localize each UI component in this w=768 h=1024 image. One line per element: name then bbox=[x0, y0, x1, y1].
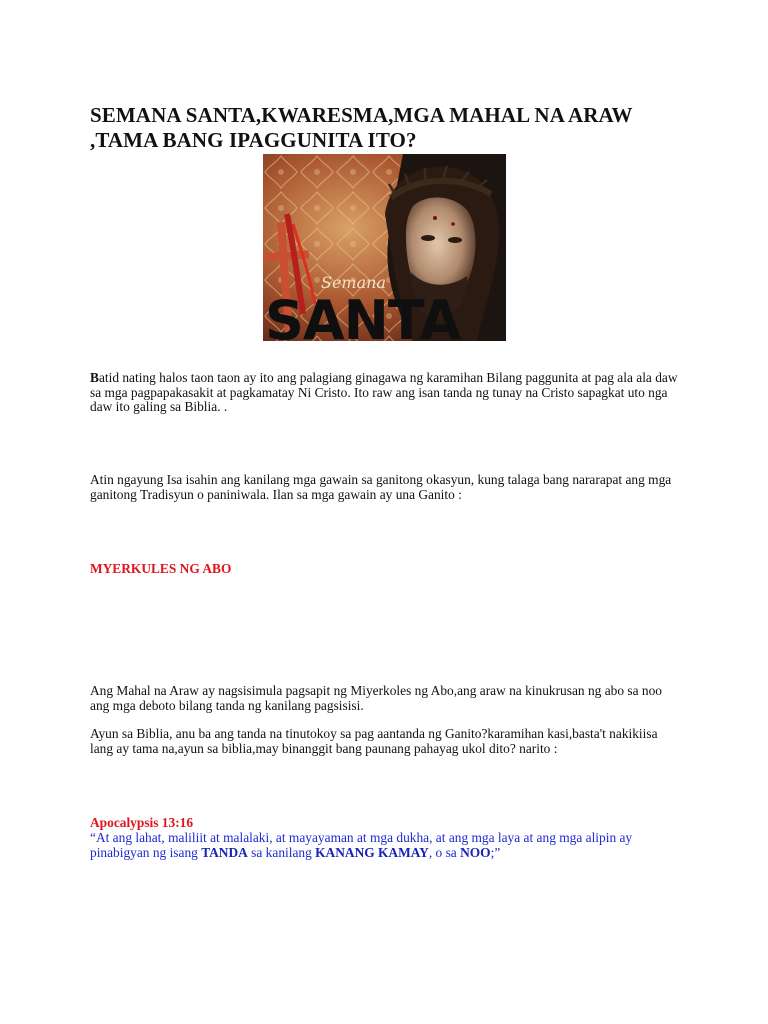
cover-script-word: Semana bbox=[321, 273, 386, 292]
paragraph-2: Atin ngayung Isa isahin ang kanilang mga gawain sa ganitong okasyun, kung talaga bang nararapat ang mga ganitong Tradisyun o paniniwala. Ilan sa mga gawain ay una Ganito : bbox=[90, 472, 672, 502]
verse-part-3: , o sa bbox=[428, 845, 461, 860]
verse-emphasis-noo: NOO bbox=[460, 845, 491, 860]
verse-part-2: sa kanilang bbox=[247, 845, 316, 860]
verse-reference: Apocalypsis 13:16 bbox=[90, 815, 194, 830]
verse-emphasis-kanang-kamay: KANANG KAMAY bbox=[315, 845, 429, 860]
paragraph-4: Ayun sa Biblia, anu ba ang tanda na tinutokoy sa pag aantanda ng Ganito?karamihan kasi,basta't nakikiisa lang ay tama na,ayun sa biblia,may binanggit bang paunang pahayag ukol dito? narito : bbox=[90, 726, 658, 756]
intro-paragraph bbox=[90, 371, 680, 415]
verse-part-1: “At ang lahat, maliliit at malalaki, at mayayaman at mga dukha, at ang mga laya at ang mga alipin ay pinabigyan ng isang bbox=[90, 830, 633, 860]
cover-big-word: SANTA bbox=[265, 289, 461, 341]
dropcap: B bbox=[90, 370, 99, 385]
paragraph-3: Ang Mahal na Araw ay nagsisimula pagsapit ng Miyerkoles ng Abo,ang araw na kinukrusan ng abo sa noo ang mga deboto bilang tanda ng kanilang pagsisisi. bbox=[90, 683, 662, 713]
section-heading: MYERKULES NG ABO bbox=[90, 561, 232, 576]
page-title: SEMANA SANTA,KWARESMA,MGA MAHAL NA ARAW ,TAMA BANG IPAGGUNITA ITO? bbox=[90, 103, 633, 152]
verse-emphasis-tanda: TANDA bbox=[201, 845, 248, 860]
verse-text bbox=[90, 830, 670, 860]
semana-santa-illustration bbox=[263, 154, 506, 341]
verse-part-4: ;” bbox=[490, 845, 501, 860]
cover-image bbox=[263, 154, 506, 341]
intro-text: atid nating halos taon taon ay ito ang palagiang ginagawa ng karamihan Bilang paggunita at pag ala ala daw sa mga pagpapakasakit at pagkamatay Ni Cristo. Ito raw ang isan tanda ng tunay na Cristo sapagkat uto nga daw ito galing sa Biblia. . bbox=[90, 370, 678, 414]
